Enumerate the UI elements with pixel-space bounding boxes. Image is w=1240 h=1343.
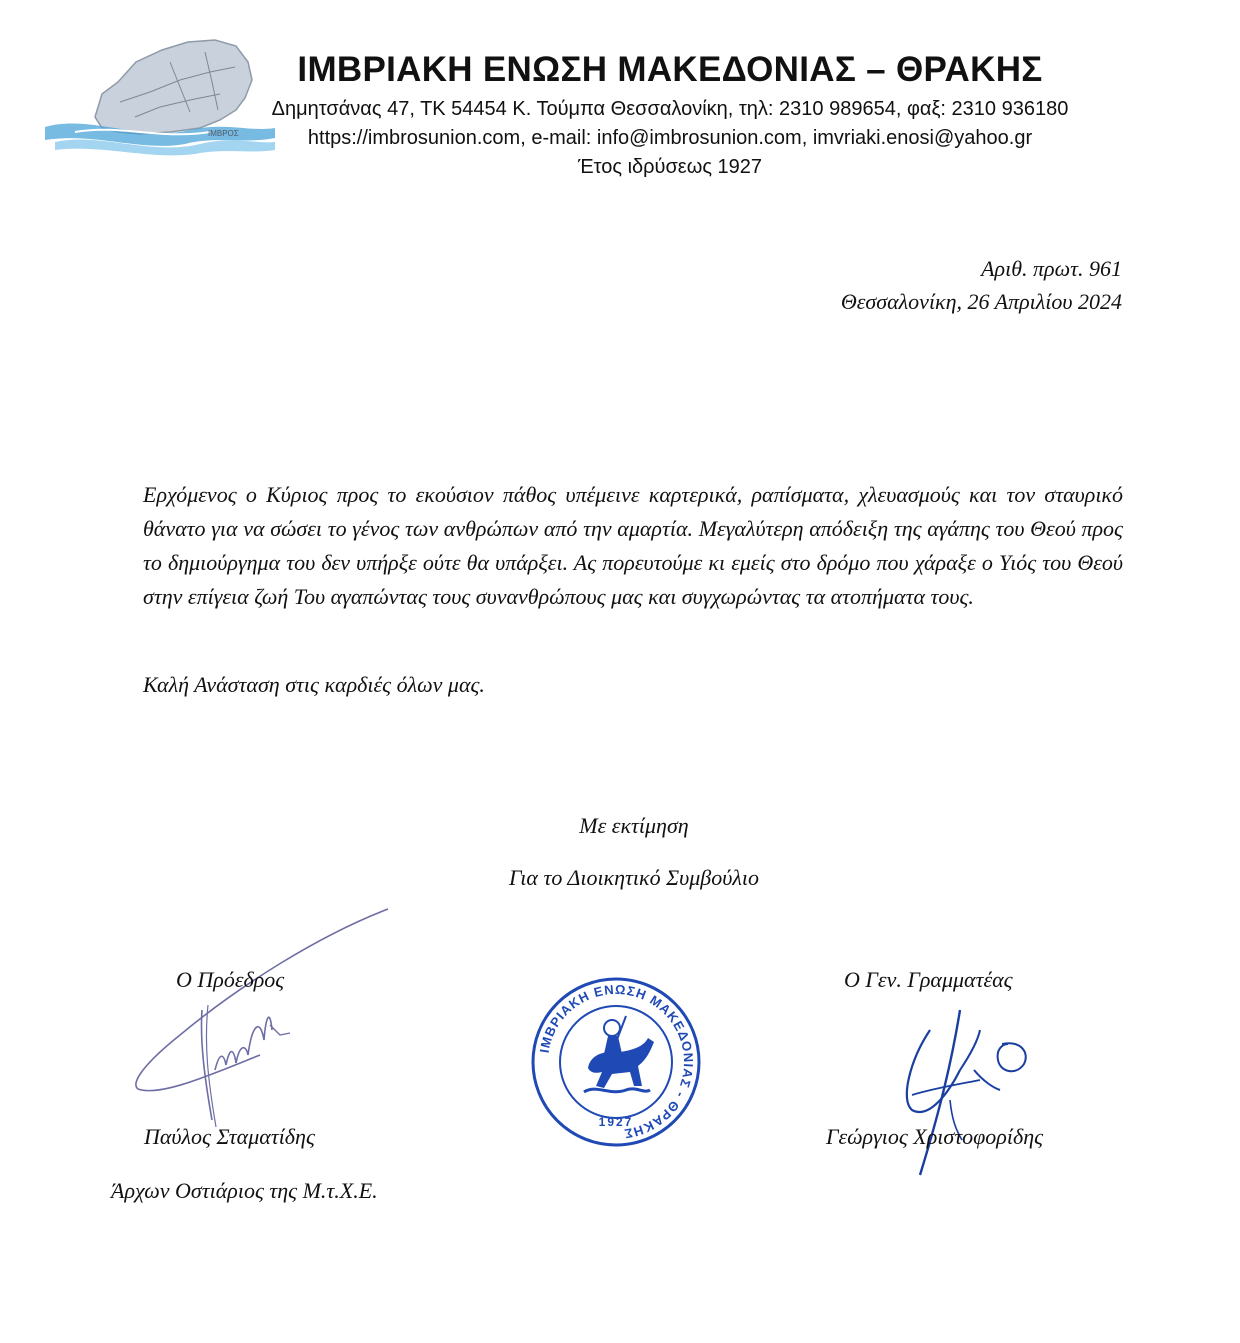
organization-seal [530,976,702,1148]
place-and-date: Θεσσαλονίκη, 26 Απριλίου 2024 [840,289,1122,314]
president-signature [120,905,400,1135]
seal-year: 1927 [598,1115,634,1129]
founding-year: Έτος ιδρύσεως 1927 [577,156,763,178]
protocol-number: Αριθ. πρωτ. 961 [981,256,1122,281]
organization-name: ΙΜΒΡΙΑΚΗ ΕΝΩΣΗ ΜΑΚΕΔΟΝΙΑΣ – ΘΡΑΚΗΣ [297,50,1043,89]
closing-regards: Με εκτίμηση [579,813,689,838]
president-role: Ο Πρόεδρος [176,967,285,992]
secretary-name: Γεώργιος Χριστοφορίδης [826,1124,1044,1149]
letter-body-paragraph: Ερχόμενος ο Κύριος προς το εκούσιον πάθος υπέμεινε καρτερικά, ραπίσματα, χλευασμούς και τον σταυρικό θάνατο για να σώσει το γένος των ανθρώπων από την αμαρτία. Μεγαλύτερη απόδειξη της αγάπης του Θεού προς το δημιούργημα του δεν υπήρξε ούτε θα υπάρξει. Ας πορευτούμε κι εμείς στο δρόμο που χάραξε ο Υιός του Θεού στην επίγεια ζωή Του αγαπώντας τους συνανθρώπους μας και συγχωρώντας τα ατοπήματα τους. [143,482,1123,609]
st-george-icon [584,1016,654,1092]
seal-text: ΙΜΒΡΙΑΚΗ ΕΝΩΣΗ ΜΑΚΕΔΟΝΙΑΣ - ΘΡΑΚΗΣ [536,981,697,1142]
organization-contacts: https://imbrosunion.com, e-mail: info@imbrosunion.com, imvriaki.enosi@yahoo.gr [307,127,1033,149]
easter-greeting: Καλή Ανάσταση στις καρδιές όλων μας. [143,672,485,697]
president-name: Παύλος Σταματίδης [144,1124,315,1149]
president-title: Άρχων Οστιάριος της Μ.τ.Χ.Ε. [111,1178,378,1203]
secretary-signature [890,1000,1040,1185]
logo-text: ΙΜΒΡΟΣ [208,129,239,138]
secretary-role: Ο Γεν. Γραμματέας [844,967,1013,992]
organization-address: Δημητσάνας 47, ΤΚ 54454 Κ. Τούμπα Θεσσαλονίκη, τηλ: 2310 989654, φαξ: 2310 936180 [271,98,1069,120]
on-behalf-of-board: Για το Διοικητικό Συμβούλιο [508,865,759,890]
